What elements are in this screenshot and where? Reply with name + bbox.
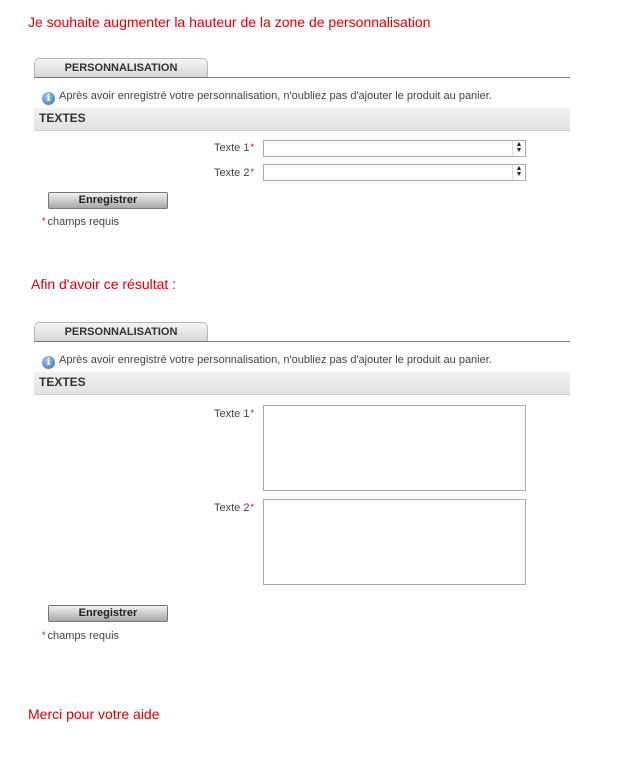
- info-icon: i: [42, 92, 55, 105]
- customization-panel-desired: [34, 322, 570, 652]
- texte-2-textarea[interactable]: [263, 499, 526, 585]
- tab-personnalisation[interactable]: PERSONNALISATION: [34, 322, 208, 342]
- required-star: *: [42, 216, 46, 226]
- info-text: Après avoir enregistré votre personnalisation, n'oubliez pas d'ajouter le produit au panier.: [59, 354, 492, 366]
- info-text: Après avoir enregistré votre personnalisation, n'oubliez pas d'ajouter le produit au panier.: [59, 90, 492, 102]
- texte-1-textarea[interactable]: [263, 405, 526, 491]
- required-legend: * champs requis: [42, 216, 120, 228]
- spinner-arrows-icon[interactable]: ▲ ▼: [512, 141, 525, 156]
- spinner-arrows-icon[interactable]: ▲ ▼: [512, 165, 525, 180]
- texte-1-input[interactable]: [263, 140, 526, 157]
- required-star: *: [250, 502, 254, 512]
- required-star: *: [250, 142, 254, 152]
- section-header: [34, 372, 570, 395]
- info-message: [42, 90, 492, 105]
- note-bottom: Merci pour votre aide: [28, 706, 160, 722]
- field-label-texte-1: Texte 1*: [214, 408, 254, 420]
- note-middle: Afin d'avoir ce résultat :: [31, 276, 177, 292]
- customization-panel-current: [34, 58, 570, 238]
- field-label-texte-1: Texte 1*: [214, 142, 254, 154]
- section-header: [34, 108, 570, 131]
- required-star: *: [250, 167, 254, 177]
- required-legend: * champs requis: [42, 630, 120, 642]
- field-label-texte-2: Texte 2*: [214, 167, 254, 179]
- save-button[interactable]: Enregistrer: [48, 605, 168, 622]
- section-title: TEXTES: [39, 375, 86, 389]
- section-title: TEXTES: [39, 111, 86, 125]
- tab-personnalisation[interactable]: PERSONNALISATION: [34, 58, 208, 78]
- save-button[interactable]: Enregistrer: [48, 192, 168, 209]
- required-star: *: [250, 408, 254, 418]
- tab-divider: [34, 341, 570, 342]
- required-star: *: [42, 630, 46, 640]
- info-icon: i: [42, 356, 55, 369]
- texte-2-input[interactable]: [263, 164, 526, 181]
- note-top: Je souhaite augmenter la hauteur de la zone de personnalisation: [28, 14, 431, 30]
- field-label-texte-2: Texte 2*: [214, 502, 254, 514]
- info-message: [42, 354, 492, 369]
- tab-divider: [34, 77, 570, 78]
